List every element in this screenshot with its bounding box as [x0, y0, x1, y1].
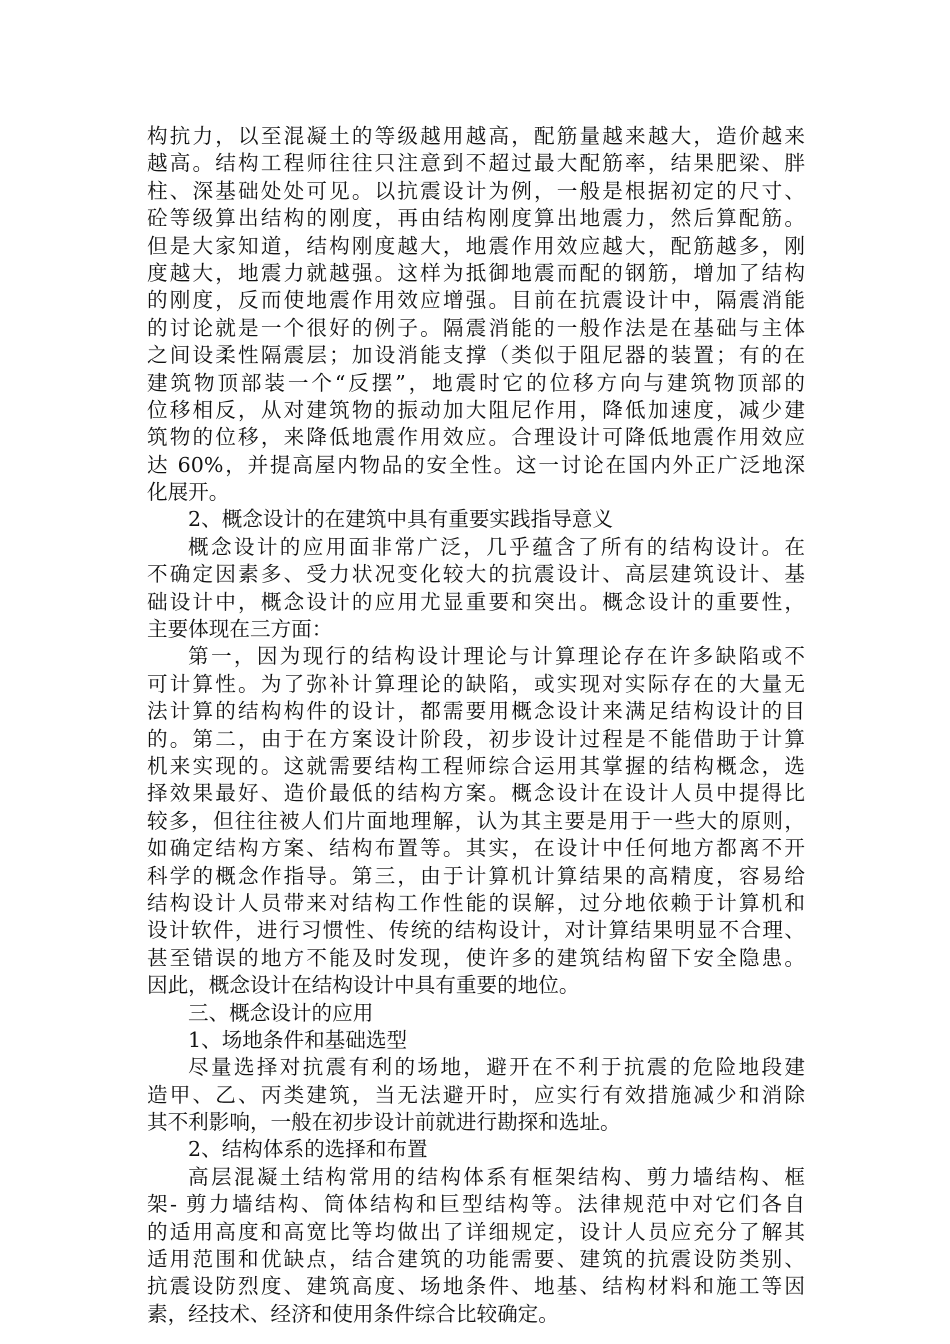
text-line: 因此，概念设计在结构设计中具有重要的地位。 [147, 973, 580, 998]
text-line: 抗震设防烈度、建筑高度、场地条件、地基、结构材料和施工等因 [147, 1274, 805, 1299]
text-line: 的适用高度和高宽比等均做出了详细规定，设计人员应充分了解其 [147, 1219, 805, 1244]
text-line: 架- 剪力墙结构、筒体结构和巨型结构等。法律规范中对它们各自 [147, 1192, 805, 1217]
text-line: 化展开。 [147, 480, 230, 505]
text-line: 构抗力，以至混凝土的等级越用越高，配筋量越来越大，造价越来 [147, 124, 805, 148]
text-line: 但是大家知道，结构刚度越大，地震作用效应越大，配筋越多，刚 [147, 233, 805, 258]
text-line: 的。第二，由于在方案设计阶段，初步设计过程是不能借助于计算 [147, 726, 805, 751]
text-line: 高层混凝土结构常用的结构体系有框架结构、剪力墙结构、框 [188, 1164, 805, 1189]
text-line: 2、概念设计的在建筑中具有重要实践指导意义 [188, 507, 613, 532]
text-line: 科学的概念作指导。第三，由于计算机计算结果的高精度，容易给 [147, 863, 805, 888]
text-line: 建筑物顶部装一个“反摆”，地震时它的位移方向与建筑物顶部的 [147, 370, 805, 395]
text-line: 造甲、乙、丙类建筑，当无法避开时，应实行有效措施减少和消除 [147, 1082, 805, 1107]
text-line: 结构设计人员带来对结构工作性能的误解，过分地依赖于计算机和 [147, 890, 805, 915]
text-line: 越高。结构工程师往往只注意到不超过最大配筋率，结果肥梁、胖 [147, 151, 805, 176]
text-line: 的讨论就是一个很好的例子。隔震消能的一般作法是在基础与主体 [147, 315, 805, 340]
text-line: 概念设计的应用面非常广泛，几乎蕴含了所有的结构设计。在 [188, 534, 805, 559]
text-line: 法计算的结构构件的设计，都需要用概念设计来满足结构设计的目 [147, 699, 805, 724]
text-line: 其不利影响，一般在初步设计前就进行勘探和选址。 [147, 1110, 621, 1135]
text-line: 设计软件，进行习惯性、传统的结构设计，对计算结果明显不合理、 [147, 918, 805, 943]
text-line: 可计算性。为了弥补计算理论的缺陷，或实现对实际存在的大量无 [147, 671, 805, 696]
text-line: 如确定结构方案、结构布置等。其实，在设计中任何地方都离不开 [147, 836, 805, 861]
text-line: 机来实现的。这就需要结构工程师综合运用其掌握的结构概念，选 [147, 753, 805, 778]
text-line: 的刚度，反而使地震作用效应增强。目前在抗震设计中，隔震消能 [147, 288, 805, 313]
text-line: 砼等级算出结构的刚度，再由结构刚度算出地震力，然后算配筋。 [147, 206, 805, 231]
text-line: 三、概念设计的应用 [188, 1000, 374, 1025]
text-line: 础设计中，概念设计的应用尤显重要和突出。概念设计的重要性， [147, 589, 805, 614]
text-line: 度越大，地震力就越强。这样为抵御地震而配的钢筋，增加了结构 [147, 260, 805, 285]
text-line: 位移相反，从对建筑物的振动加大阻尼作用，降低加速度，减少建 [147, 397, 805, 422]
text-line: 柱、深基础处处可见。以抗震设计为例，一般是根据初定的尺寸、 [147, 178, 805, 203]
text-line: 2、结构体系的选择和布置 [188, 1137, 428, 1162]
text-line: 达 60%，并提高屋内物品的安全性。这一讨论在国内外正广泛地深 [147, 452, 805, 477]
text-line: 第一，因为现行的结构设计理论与计算理论存在许多缺陷或不 [188, 644, 805, 669]
text-line: 之间设柔性隔震层；加设消能支撑（类似于阻尼器的装置；有的在 [147, 343, 805, 368]
text-line: 素，经技术、经济和使用条件综合比较确定。 [147, 1301, 559, 1326]
text-line: 主要体现在三方面： [147, 617, 333, 642]
text-line: 1、场地条件和基础选型 [188, 1027, 408, 1052]
text-line: 较多，但往往被人们片面地理解，认为其主要是用于一些大的原则， [147, 808, 805, 833]
text-line: 不确定因素多、受力状况变化较大的抗震设计、高层建筑设计、基 [147, 562, 805, 587]
text-line: 甚至错误的地方不能及时发现，使许多的建筑结构留下安全隐患。 [147, 945, 805, 970]
document-body [147, 123, 805, 1328]
text-line: 筑物的位移，来降低地震作用效应。合理设计可降低地震作用效应 [147, 425, 805, 450]
text-line: 适用范围和优缺点，结合建筑的功能需要、建筑的抗震设防类别、 [147, 1247, 805, 1272]
text-line: 择效果最好、造价最低的结构方案。概念设计在设计人员中提得比 [147, 781, 805, 806]
text-line: 尽量选择对抗震有利的场地，避开在不利于抗震的危险地段建 [188, 1055, 805, 1080]
